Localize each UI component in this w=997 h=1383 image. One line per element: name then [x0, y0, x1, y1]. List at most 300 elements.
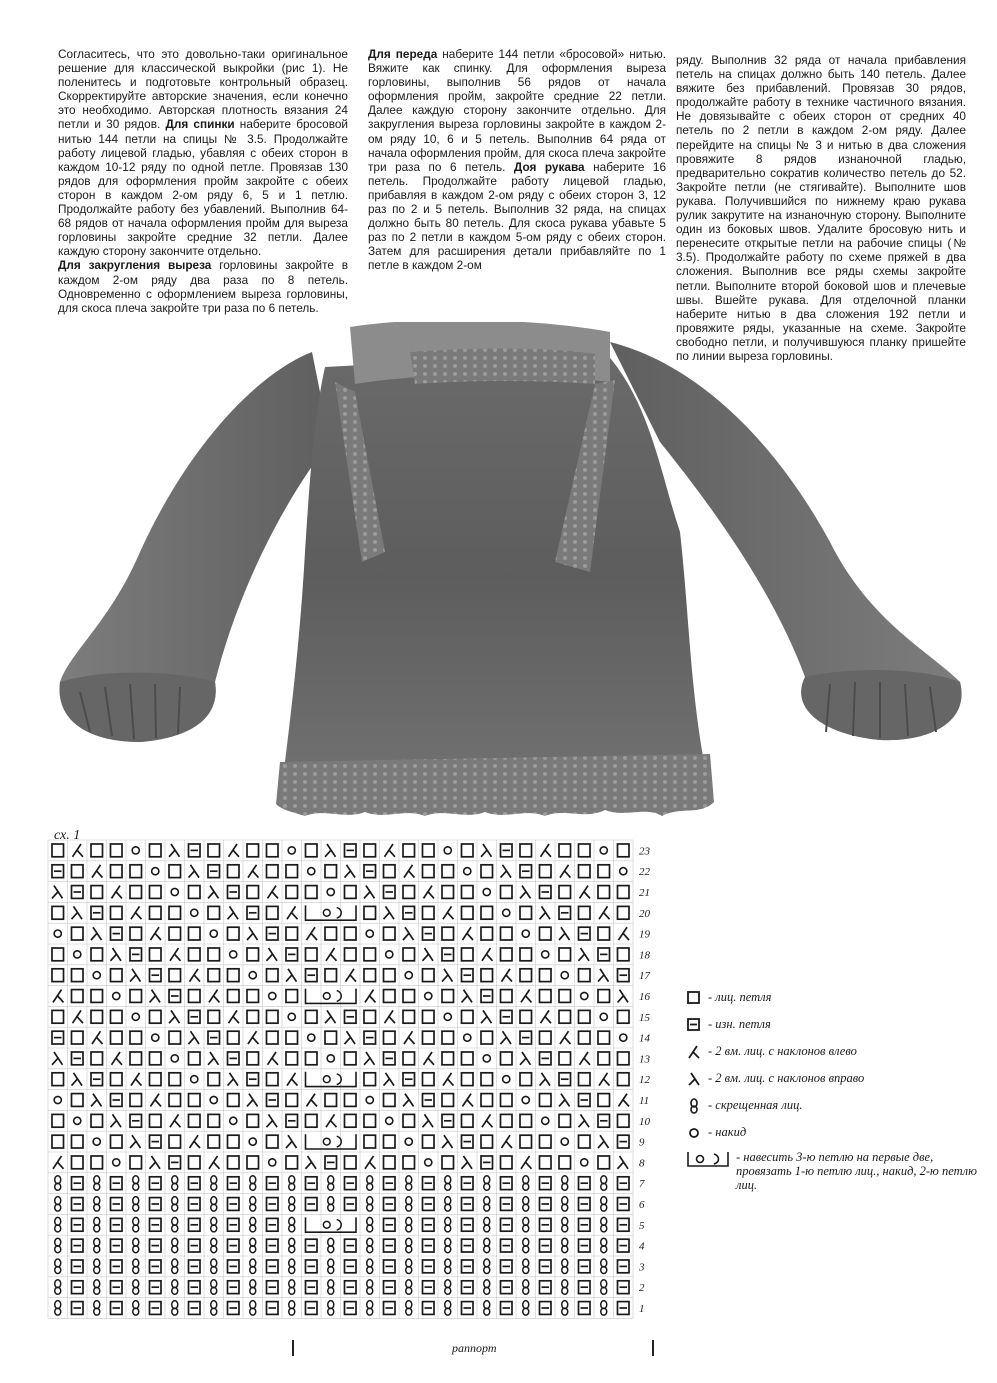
knit-cell: [501, 990, 513, 1003]
purl-cell: [618, 1302, 630, 1315]
knit-cell: [228, 865, 240, 878]
purl-cell: [501, 1260, 513, 1273]
purl-cell: [267, 1094, 279, 1107]
tw-cell: [562, 1176, 568, 1191]
knit-cell: [520, 906, 532, 919]
knit-cell: [247, 844, 259, 857]
knit-cell: [130, 990, 142, 1003]
knit-cell: [150, 948, 162, 961]
knit-cell: [111, 1073, 123, 1086]
purl-cell: [618, 1260, 630, 1273]
knit-cell: [130, 1094, 142, 1107]
kl-cell: [560, 865, 571, 878]
tw-cell: [601, 1217, 607, 1232]
kl-cell: [502, 1135, 513, 1148]
purl-cell: [384, 1302, 396, 1315]
cable-over-icon: [686, 1150, 730, 1168]
kl-cell: [151, 1094, 162, 1107]
text-column-1: [58, 47, 348, 315]
knit-cell: [286, 1156, 298, 1169]
purl-cell: [501, 1281, 513, 1294]
row-number: 3: [639, 1261, 645, 1274]
knit-cell: [364, 948, 376, 961]
kr-cell: [130, 1135, 141, 1148]
legend-knit: [686, 990, 771, 1006]
knit-cell: [559, 1010, 571, 1023]
knit-cell: [208, 969, 220, 982]
kl-cell: [248, 865, 259, 878]
kr-cell: [228, 906, 239, 919]
knit-cell: [559, 1156, 571, 1169]
purl-cell: [540, 1260, 552, 1273]
purl-cell: [189, 1198, 201, 1211]
tw-cell: [523, 1280, 529, 1295]
kr-cell: [286, 1135, 297, 1148]
row-number: 12: [639, 1074, 650, 1087]
knit-cell: [150, 1114, 162, 1127]
purl-cell: [247, 1073, 259, 1086]
tw-cell: [289, 1176, 295, 1191]
tw-cell: [601, 1197, 607, 1212]
kl-cell: [619, 927, 630, 940]
knit-cell: [598, 1156, 610, 1169]
knit-cell: [169, 1094, 181, 1107]
knit-cell: [618, 886, 630, 899]
knit-cell: [384, 990, 396, 1003]
purl-cell: [189, 1302, 201, 1315]
knit-cell: [228, 1031, 240, 1044]
tw-cell: [406, 1197, 412, 1212]
kl-cell: [424, 1052, 435, 1065]
purl-cell: [286, 1114, 298, 1127]
knit-cell: [384, 969, 396, 982]
cable-cell: [306, 1072, 357, 1087]
purl-cell: [423, 927, 435, 940]
kl-cell: [112, 1052, 123, 1065]
knit-cell: [72, 1135, 84, 1148]
knit-cell: [91, 886, 103, 899]
tw-cell: [601, 1301, 607, 1316]
tw-cell: [250, 1301, 256, 1316]
purl-cell: [520, 865, 532, 878]
yo-cell: [269, 992, 276, 999]
knit-cell: [208, 1135, 220, 1148]
knit-cell: [189, 1094, 201, 1107]
yo-cell: [288, 847, 295, 854]
tw-cell: [94, 1280, 100, 1295]
purl-cell: [618, 969, 630, 982]
knit-cell: [130, 886, 142, 899]
yo-cell: [581, 992, 588, 999]
kr-cell: [501, 1031, 512, 1044]
knit-cell: [364, 1135, 376, 1148]
bold-heading: Для спинки: [165, 117, 235, 132]
purl-cell: [72, 1281, 84, 1294]
kr-cell: [364, 1052, 375, 1065]
kr-cell: [540, 906, 551, 919]
knit-cell: [403, 948, 415, 961]
purl-cell: [384, 1177, 396, 1190]
purl-cell: [540, 1302, 552, 1315]
tw-cell: [289, 1238, 295, 1253]
knit-cell: [559, 990, 571, 1003]
tw-cell: [289, 1301, 295, 1316]
kl-cell: [424, 886, 435, 899]
knit-cell: [130, 1156, 142, 1169]
knit-cell: [618, 948, 630, 961]
tw-cell: [523, 1259, 529, 1274]
knit-cell: [540, 969, 552, 982]
sweater-photo: [50, 322, 970, 822]
knit-cell: [325, 865, 337, 878]
knit-cell: [325, 927, 337, 940]
knit-cell: [52, 906, 64, 919]
col1-paragraph: [58, 47, 348, 258]
tw-cell: [250, 1217, 256, 1232]
purl-cell: [267, 927, 279, 940]
knit-cell: [111, 844, 123, 857]
kl-cell: [365, 1156, 376, 1169]
tw-cell: [601, 1280, 607, 1295]
knit-cell: [72, 990, 84, 1003]
purl-cell: [618, 1177, 630, 1190]
knit-cell: [228, 990, 240, 1003]
knit-cell: [598, 1094, 610, 1107]
knit-cell: [501, 1114, 513, 1127]
knit-cell: [228, 927, 240, 940]
purl-cell: [559, 1073, 571, 1086]
purl-cell: [169, 990, 181, 1003]
knit-cell: [267, 844, 279, 857]
kr-cell: [150, 990, 161, 1003]
yo-cell: [464, 1034, 471, 1041]
knit-cell: [189, 927, 201, 940]
kl-cell: [443, 1073, 454, 1086]
purl-cell: [228, 1239, 240, 1252]
knit-cell: [169, 865, 181, 878]
legend-k2tog-right: [686, 1071, 864, 1087]
purl-cell: [306, 1198, 318, 1211]
purl-cell: [150, 1177, 162, 1190]
twisted-knit-icon: [686, 1098, 702, 1114]
tw-cell: [328, 1197, 334, 1212]
yo-cell: [93, 972, 100, 979]
yo-cell: [620, 868, 627, 875]
row-number: 13: [639, 1053, 650, 1066]
tw-cell: [94, 1217, 100, 1232]
purl-cell: [618, 1198, 630, 1211]
purl-cell: [384, 1198, 396, 1211]
tw-cell: [562, 1197, 568, 1212]
kl-cell: [268, 886, 279, 899]
purl-cell: [91, 906, 103, 919]
knit-cell: [130, 865, 142, 878]
knit-cell: [579, 1135, 591, 1148]
purl-cell: [462, 1198, 474, 1211]
knit-cell: [423, 1135, 435, 1148]
kl-cell: [287, 906, 298, 919]
purl-cell: [228, 1302, 240, 1315]
knit-cell: [52, 1114, 64, 1127]
kl-cell: [541, 1010, 552, 1023]
knit-cell: [91, 1156, 103, 1169]
row-number: 14: [639, 1032, 650, 1045]
body-text: ряду. Выполнив 32 ряда от начала прибавления петель на спицах должно быть 140 петель. Далее вяжите без прибавлений. Провязав 30 рядов, продолжайте работу в технике частичного вязания. Не довязывайте с обеих сторон от средних 40 петель по 2 петли в каждом 2-ом ряду. Далее перейдите на спицы № 3 и нитью в два сложения провяжите 8 рядов изнаночной гладью, предварительно сократив количество петель до 52. Закройте петли (не стягивайте). Выполните шов рукава. Получившийся по нижнему краю рукава рулик закрутите на изнаночную сторону. Выполните один из боковых швов. Удалите бросовую нить и перенесите открытые петли на рабочие спицы (№ 3.5). Продолжайте работу по схеме пряжей в два сложения. Выполнив все ряды схемы закройте петли. Выполните второй боковой шов и плечевые швы. Вшейте рукава. Для отделочной планки наберите нитью в два сложения 192 петли и провяжите ряды, указанные на схеме. Закройте свободно петли, и получившуюся планку пришейте по линии выреза горловины.: [676, 53, 966, 363]
kr-cell: [52, 886, 63, 899]
yo-cell: [386, 1117, 393, 1124]
purl-cell: [384, 1281, 396, 1294]
knit-cell: [189, 948, 201, 961]
tw-cell: [94, 1238, 100, 1253]
row-number: 22: [639, 866, 650, 879]
tw-cell: [484, 1197, 490, 1212]
tw-cell: [133, 1217, 139, 1232]
yo-cell: [288, 1013, 295, 1020]
purl-cell: [150, 1239, 162, 1252]
purl-cell: [306, 1177, 318, 1190]
kr-cell: [189, 865, 200, 878]
row-number: 10: [639, 1115, 650, 1128]
purl-cell: [423, 1094, 435, 1107]
purl-cell: [520, 1031, 532, 1044]
knit-cell: [52, 844, 64, 857]
knit-cell: [325, 1094, 337, 1107]
knit-cell: [579, 906, 591, 919]
tw-cell: [562, 1259, 568, 1274]
purl-cell: [501, 1302, 513, 1315]
knit-cell: [364, 906, 376, 919]
yo-cell: [191, 909, 198, 916]
purl-cell: [579, 1260, 591, 1273]
tw-cell: [172, 1301, 178, 1316]
tw-cell: [367, 1238, 373, 1253]
kr-cell: [462, 990, 473, 1003]
kr-cell: [286, 969, 297, 982]
tw-cell: [562, 1238, 568, 1253]
purl-cell: [72, 1218, 84, 1231]
yo-cell: [483, 1055, 490, 1062]
yo-cell: [405, 1138, 412, 1145]
purl-cell: [462, 1260, 474, 1273]
knit-cell: [267, 906, 279, 919]
yo-cell: [425, 1159, 432, 1166]
row-number: 21: [639, 887, 650, 899]
knit-cell: [501, 886, 513, 899]
purl-cell: [325, 1156, 337, 1169]
yo-cell: [308, 1034, 315, 1041]
knit-cell: [442, 990, 454, 1003]
text-column-3: [676, 53, 966, 363]
knit-cell: [403, 1114, 415, 1127]
purl-cell: [403, 906, 415, 919]
knit-cell: [403, 1052, 415, 1065]
tw-cell: [406, 1176, 412, 1191]
yo-cell: [542, 951, 549, 958]
knit-cell: [520, 844, 532, 857]
knit-cell: [540, 1094, 552, 1107]
kr-cell: [384, 1073, 395, 1086]
tw-cell: [445, 1301, 451, 1316]
knit-cell: [423, 969, 435, 982]
tw-cell: [484, 1259, 490, 1274]
knit-cell: [150, 844, 162, 857]
knit-cell: [247, 1010, 259, 1023]
purl-cell: [540, 886, 552, 899]
purl-cell: [345, 1198, 357, 1211]
kr-cell: [579, 948, 590, 961]
kl-cell: [463, 1094, 474, 1107]
knit-cell: [462, 906, 474, 919]
purl-cell: [306, 1281, 318, 1294]
legend-cable-label: - навесить 3-ю петлю на первые две, провязать 1-ю петлю лиц., накид, 2-ю петлю лиц.: [736, 1150, 977, 1192]
knit-cell: [481, 1031, 493, 1044]
kl-cell: [482, 948, 493, 961]
kl-cell: [385, 1010, 396, 1023]
yo-cell: [620, 1034, 627, 1041]
tw-cell: [562, 1280, 568, 1295]
row-number: 2: [639, 1282, 645, 1295]
purl-cell: [345, 1281, 357, 1294]
knit-cell: [150, 906, 162, 919]
knit-cell: [559, 1052, 571, 1065]
yo-cell: [522, 1096, 529, 1103]
knit-cell: [384, 927, 396, 940]
tw-cell: [211, 1197, 217, 1212]
knit-cell: [189, 1052, 201, 1065]
kl-cell: [463, 927, 474, 940]
row-number: 15: [639, 1011, 650, 1024]
kl-cell: [209, 990, 220, 1003]
purl-cell: [501, 1198, 513, 1211]
knit-cell: [598, 927, 610, 940]
tw-cell: [250, 1259, 256, 1274]
kl-cell: [73, 844, 84, 857]
purl-cell: [501, 1218, 513, 1231]
knit-cell: [208, 1010, 220, 1023]
kr-cell: [423, 948, 434, 961]
knit-cell: [169, 969, 181, 982]
tw-cell: [367, 1217, 373, 1232]
knit-cell: [286, 886, 298, 899]
kl-cell: [307, 1094, 318, 1107]
kl-cell: [385, 844, 396, 857]
purl-cell: [423, 1281, 435, 1294]
knit-cell: [384, 1135, 396, 1148]
kl-cell: [521, 1156, 532, 1169]
knit-cell: [540, 1031, 552, 1044]
yarn-over-icon: [686, 1125, 702, 1141]
knit-cell: [72, 969, 84, 982]
purl-cell: [52, 1031, 64, 1044]
purl-cell: [130, 1114, 142, 1127]
knit-cell: [150, 886, 162, 899]
tw-cell: [211, 1217, 217, 1232]
tw-cell: [172, 1176, 178, 1191]
knit-cell: [247, 1114, 259, 1127]
tw-cell: [133, 1238, 139, 1253]
purl-cell: [579, 1094, 591, 1107]
tw-cell: [562, 1217, 568, 1232]
knit-cell: [306, 1114, 318, 1127]
knit-cell: [598, 990, 610, 1003]
tw-cell: [328, 1301, 334, 1316]
knit-cell: [501, 1094, 513, 1107]
kr-cell: [306, 1156, 317, 1169]
knit-cell: [208, 1073, 220, 1086]
knit-cell: [169, 1031, 181, 1044]
purl-cell: [579, 1177, 591, 1190]
purl-cell: [384, 1239, 396, 1252]
purl-cell: [306, 1302, 318, 1315]
purl-cell: [540, 1177, 552, 1190]
knit-stitch-icon: [686, 990, 702, 1006]
knit-cell: [111, 865, 123, 878]
kr-cell: [481, 1010, 492, 1023]
knit-cell: [618, 1114, 630, 1127]
purl-cell: [423, 1218, 435, 1231]
purl-cell: [579, 1218, 591, 1231]
yo-cell: [152, 1034, 159, 1041]
purl-cell: [345, 1302, 357, 1315]
knit-cell: [598, 1031, 610, 1044]
purl-cell: [72, 886, 84, 899]
yo-cell: [230, 1117, 237, 1124]
kl-cell: [53, 990, 64, 1003]
knit-cell: [579, 1031, 591, 1044]
kr-cell: [150, 1156, 161, 1169]
purl-cell: [423, 1260, 435, 1273]
knit-cell: [520, 948, 532, 961]
tw-cell: [250, 1197, 256, 1212]
rapport-label: раппорт: [452, 1341, 497, 1355]
kl-cell: [404, 1031, 415, 1044]
tw-cell: [562, 1301, 568, 1316]
knit-cell: [169, 1135, 181, 1148]
knit-cell: [286, 1031, 298, 1044]
tw-cell: [484, 1301, 490, 1316]
purl-cell: [540, 1239, 552, 1252]
knit-cell: [111, 1135, 123, 1148]
kl-cell: [580, 886, 591, 899]
purl-cell: [384, 1052, 396, 1065]
kr-cell: [598, 969, 609, 982]
knit-cell: [91, 1010, 103, 1023]
knit-cell: [247, 948, 259, 961]
tw-cell: [484, 1280, 490, 1295]
yo-cell: [93, 1138, 100, 1145]
knit-cell: [423, 906, 435, 919]
knit-cell: [52, 1135, 64, 1148]
legend-purl: [686, 1017, 771, 1033]
knit-cell: [520, 1073, 532, 1086]
knit-cell: [345, 927, 357, 940]
knit-cell: [442, 1156, 454, 1169]
purl-cell: [189, 1177, 201, 1190]
kl-cell: [580, 1052, 591, 1065]
yo-cell: [600, 1013, 607, 1020]
yo-cell: [113, 1159, 120, 1166]
knit-cell: [403, 886, 415, 899]
yo-cell: [327, 888, 334, 895]
legend-k2tog-left-label: - 2 вм. лиц. с наклонов влево: [708, 1044, 857, 1058]
col3-paragraph: [676, 53, 966, 363]
kr-cell: [403, 927, 414, 940]
kr-cell: [345, 865, 356, 878]
purl-cell: [579, 1239, 591, 1252]
purl-cell: [267, 1281, 279, 1294]
knit-cell: [364, 1073, 376, 1086]
knit-cell: [442, 886, 454, 899]
